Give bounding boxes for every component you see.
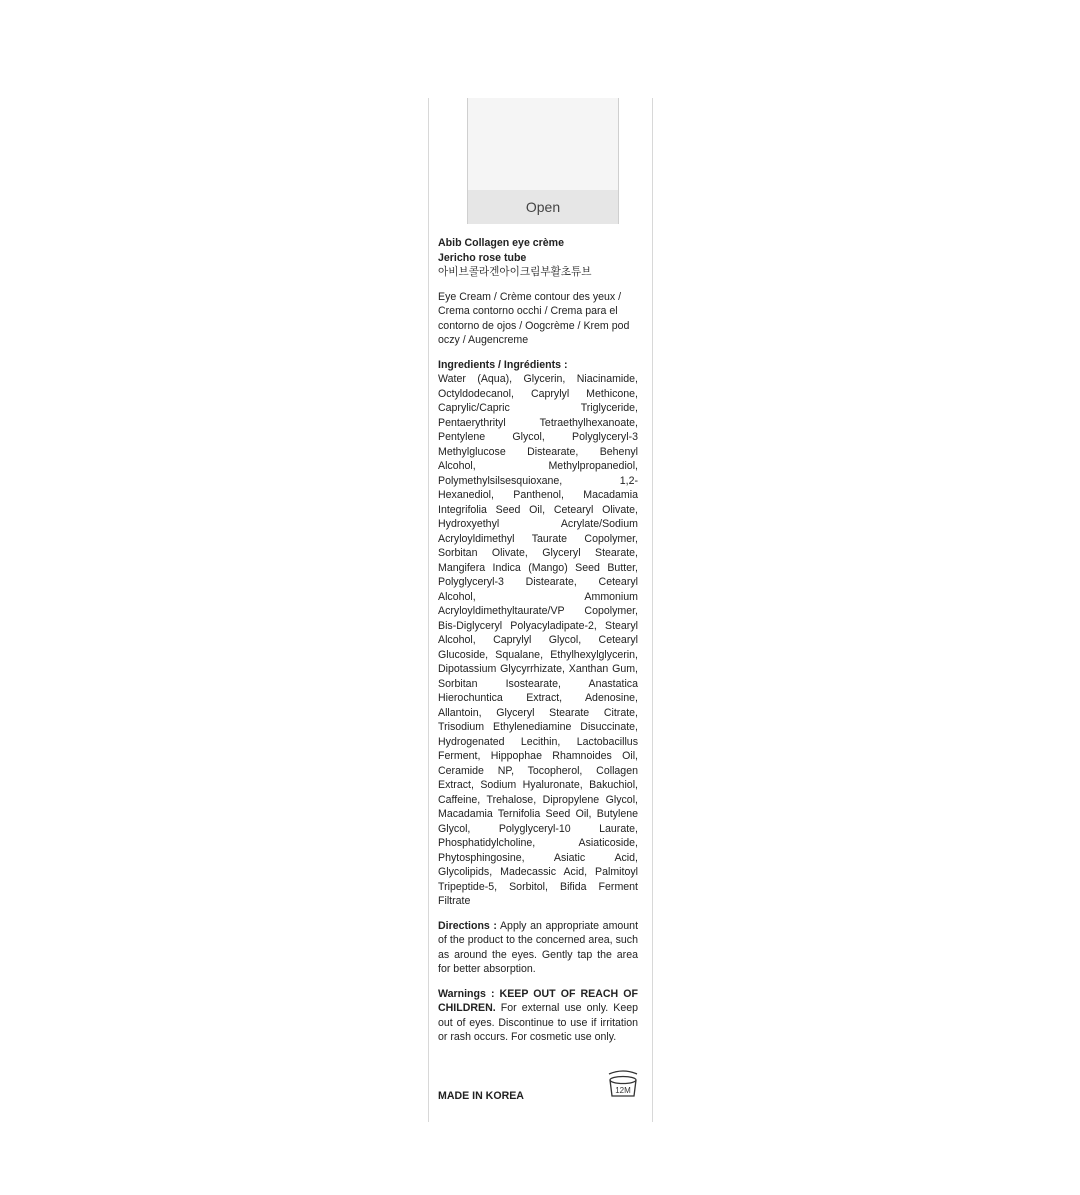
open-jar-pao-icon — [606, 1066, 640, 1100]
ingredients-heading: Ingredients / Ingrédients : — [438, 358, 568, 371]
product-type-text: Eye Cream / Crème contour des yeux / Crema contorno occhi / Crema para el contorno de ojos / Oogcrème / Krem pod oczy / Augencreme — [438, 290, 630, 346]
ingredients-list: Water (Aqua), Glycerin, Niacinamide, Octyldodecanol, Caprylyl Methicone, Caprylic/Capric Triglyceride, Pentaerythrityl Tetraethylhexanoate, Pentylene Glycol, Polyglyceryl-3 Methylglucose Distearate, Behenyl Alcohol, Methylpropanediol, Polymethylsilsesquioxane, 1,2-Hexanediol, Panthenol, Macadamia Integrifolia Seed Oil, Cetearyl Olivate, Hydroxyethyl Acrylate/Sodium Acryloyldimethyl Taurate Copolymer, Sorbitan Olivate, Glyceryl Stearate, Mangifera Indica (Mango) Seed Butter, Polyglyceryl-3 Distearate, Cetearyl Alcohol, Ammonium Acryloyldimethyltaurate/VP Copolymer, Bis-Diglyceryl Polyacyladipate-2, Stearyl Alcohol, Caprylyl Glycol, Cetearyl Glucoside, Squalane, Ethylhexylglycerin, Dipotassium Glycyrrhizate, Xanthan Gum, Sorbitan Isostearate, Anastatica Hierochuntica Extract, Adenosine, Allantoin, Glyceryl Stearate Citrate, Trisodium Ethylenediamine Disuccinate, Hydrogenated Lecithin, Lactobacillus Ferment, Hippophae Rhamnoides Oil, Ceramide NP, Tocopherol, Collagen Extract, Sodium Hyaluronate, Bakuchiol, Caffeine, Trehalose, Dipropylene Glycol, Macadamia Ternifolia Seed Oil, Butylene Glycol, Polyglyceryl-10 Laurate, Phosphatidylcholine, Asiaticoside, Phytosphingosine, Asiatic Acid, Glycolipids, Madecassic Acid, Palmitoyl Tripeptide-5, Sorbitol, Bifida Ferment Filtrate — [438, 373, 638, 907]
directions-text: Apply an appropriate amount of the product to the concerned area, such as around the eyes. Gently tap the area for better absorption. — [438, 919, 639, 975]
flap-top-area — [468, 98, 618, 190]
product-name-line2: Jericho rose tube — [438, 251, 527, 264]
open-label: Open — [525, 199, 561, 215]
label-text-block — [438, 236, 638, 1055]
warnings-text: For external use only. Keep out of eyes. Discontinue to use if irritation or rash occurs. For cosmetic use only. — [438, 1002, 638, 1043]
made-in-label: MADE IN KOREA — [438, 1090, 524, 1102]
label-footer — [438, 1082, 638, 1116]
open-tab-button[interactable] — [468, 190, 618, 224]
open-flap — [467, 98, 619, 224]
product-name-korean: 아비브콜라겐아이크림부활초튜브 — [438, 266, 592, 278]
product-name-line1: Abib Collagen eye crème — [438, 237, 564, 249]
directions-heading: Directions : — [438, 919, 497, 932]
pao-label: 12M — [615, 1086, 631, 1095]
warnings-heading: Warnings : KEEP OUT OF REACH OF CHILDREN. — [438, 987, 638, 1014]
product-box-panel — [428, 98, 653, 1122]
